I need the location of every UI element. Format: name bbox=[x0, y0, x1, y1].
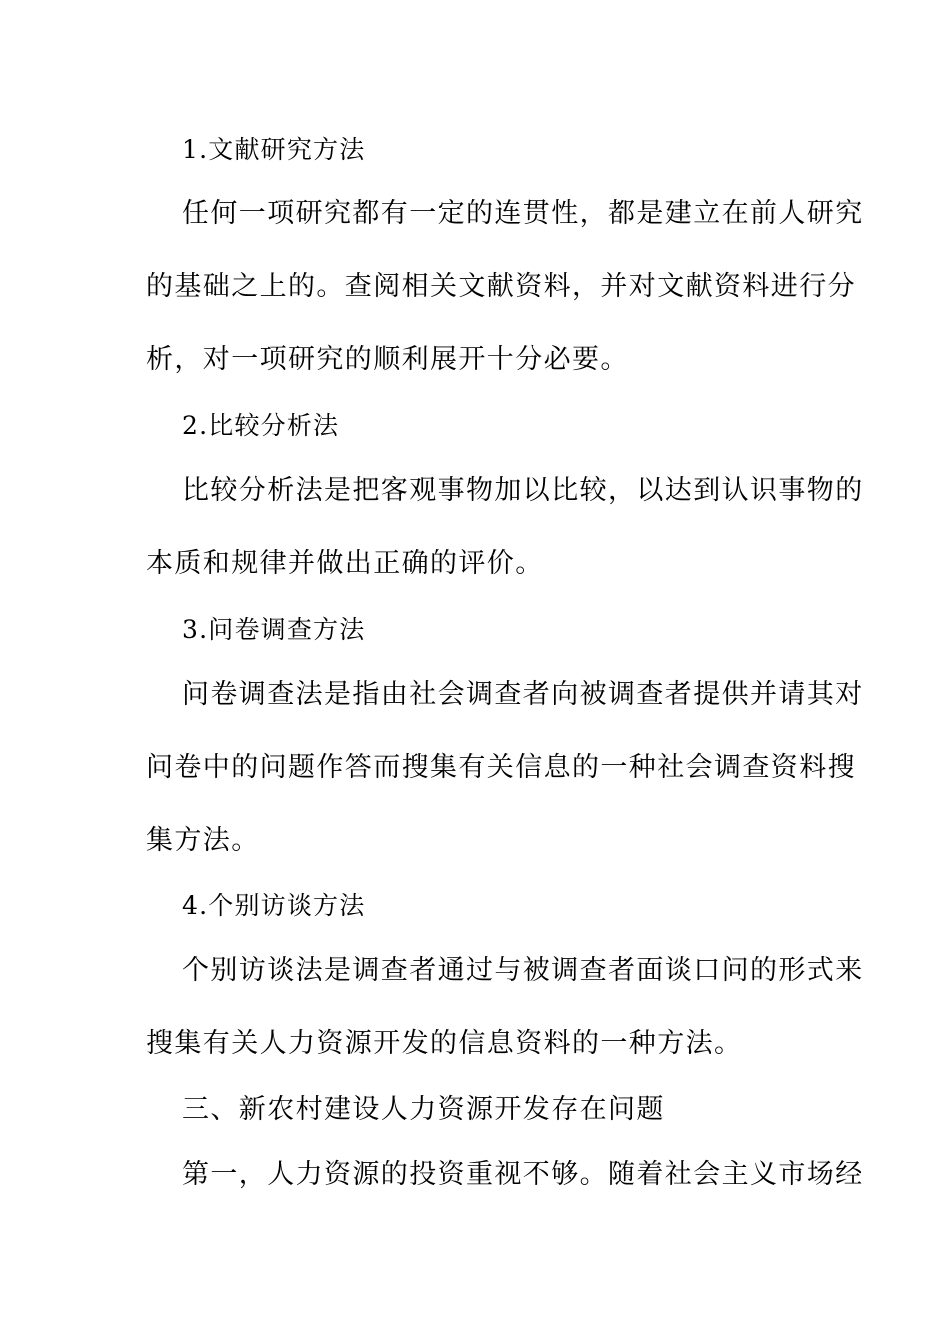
paragraph-line: 个别访谈法是调查者通过与被调查者面谈口问的形式来 bbox=[182, 955, 864, 986]
section-heading-questionnaire-method: 3.问卷调查方法 bbox=[182, 615, 366, 644]
paragraph-line: 比较分析法是把客观事物加以比较，以达到认识事物的 bbox=[182, 475, 864, 506]
section-heading-literature-method: 1.文献研究方法 bbox=[182, 135, 366, 164]
paragraph-line: 的基础之上的。查阅相关文献资料，并对文献资料进行分 bbox=[146, 271, 856, 302]
paragraph-line: 任何一项研究都有一定的连贯性，都是建立在前人研究 bbox=[182, 198, 864, 229]
section-heading-interview-method: 4.个别访谈方法 bbox=[182, 891, 366, 920]
section-heading-comparative-analysis: 2.比较分析法 bbox=[182, 411, 340, 440]
paragraph-line: 本质和规律并做出正确的评价。 bbox=[146, 548, 544, 579]
chapter-heading-problems: 三、新农村建设人力资源开发存在问题 bbox=[182, 1094, 665, 1125]
paragraph-line: 集方法。 bbox=[146, 825, 260, 856]
paragraph-line: 问卷中的问题作答而搜集有关信息的一种社会调查资料搜 bbox=[146, 752, 856, 783]
paragraph-line: 搜集有关人力资源开发的信息资料的一种方法。 bbox=[146, 1028, 743, 1059]
paragraph-line: 问卷调查法是指由社会调查者向被调查者提供并请其对 bbox=[182, 679, 864, 710]
paragraph-line: 析，对一项研究的顺利展开十分必要。 bbox=[146, 344, 629, 375]
paragraph-line: 第一，人力资源的投资重视不够。随着社会主义市场经 bbox=[182, 1159, 864, 1190]
